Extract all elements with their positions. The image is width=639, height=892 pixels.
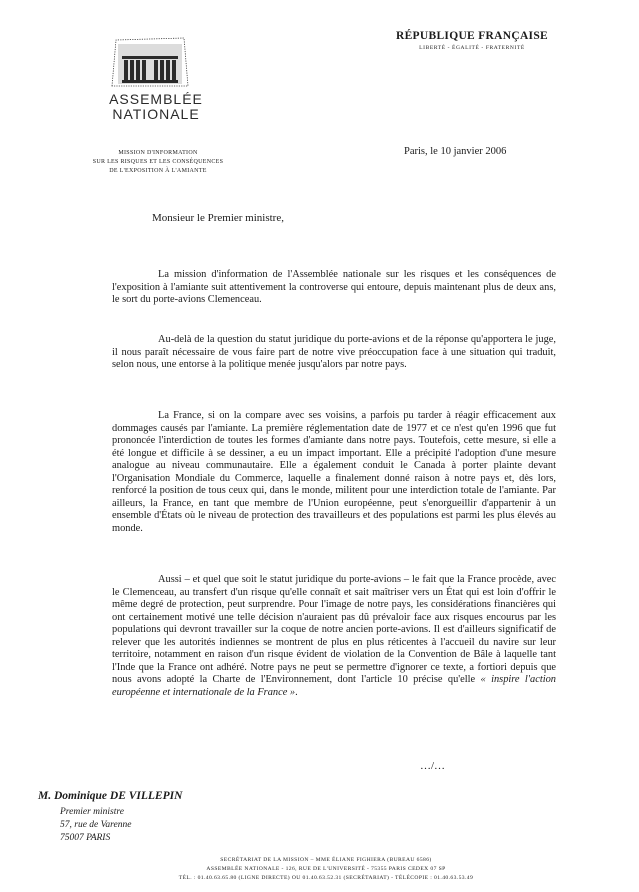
mission-line: MISSION D'INFORMATION bbox=[118, 150, 198, 156]
org-name-line: ASSEMBLÉE bbox=[109, 91, 203, 107]
footer-line: SECRÉTARIAT DE LA MISSION – MME ÉLIANE FIGHIERA (BUREAU 6586) bbox=[220, 857, 432, 863]
recipient-name: M. Dominique DE VILLEPIN bbox=[38, 790, 183, 802]
mission-heading bbox=[68, 149, 248, 176]
org-name bbox=[96, 92, 216, 122]
recipient-city: 75007 PARIS bbox=[60, 833, 111, 843]
continued-marker: …/… bbox=[420, 760, 446, 772]
recipient-title: Premier ministre bbox=[60, 807, 124, 817]
recipient-address bbox=[60, 806, 131, 845]
paragraph-4-text: Aussi – et quel que soit le statut juridique du porte-avions – le fait que la France procède, avec le Clemenceau, au transfert d'un risque qu'elle connaît et sait maîtriser vers un État qui est loin d'offrir le même degré de protection, peut surprendre. Pour l'image de notre pays, les considérations financières qui ont certainement motivé une telle décision n'auraient pas dû prévaloir face aux risques encourus par les populations qui devront travailler sur la coque de notre ancien porte-avions. Il est d'ailleurs significatif de relever que les autorités indiennes se montrent de plus en plus réticentes à l'accueil du navire sur leur territoire, notamment en raison d'un risque évident de violation de la Convention de Bâle à laquelle tant l'Inde que la France ont adhéré. Notre pays ne peut se permettre d'ignorer ce texte, a fortiori depuis que nous avons adopté la Charte de l'Environnement, dont l'article 10 précise qu'elle bbox=[112, 574, 556, 685]
republic-heading: RÉPUBLIQUE FRANÇAISE bbox=[395, 30, 548, 42]
org-name-line: NATIONALE bbox=[112, 106, 200, 122]
salutation: Monsieur le Premier ministre, bbox=[152, 212, 284, 224]
letter-date: Paris, le 10 janvier 2006 bbox=[404, 146, 507, 157]
letter-footer bbox=[116, 856, 536, 883]
charter-quote: « inspire l'action européenne et internationale de la France » bbox=[112, 674, 556, 698]
body-paragraph-4 bbox=[112, 574, 556, 699]
body-paragraph-2: Au-delà de la question du statut juridique du porte-avions et de la réponse qu'apportera le juge, il nous paraît nécessaire de vous faire part de notre vive préoccupation face à une situation qui traduit, selon nous, une entorse à la politique menée jusqu'alors par notre pays. bbox=[112, 334, 556, 370]
footer-line: TÉL. : 01.40.63.65.80 (LIGNE DIRECTE) OU 01.40.63.52.31 (SECRÉTARIAT) - TÉLÉCOPIE : 01.40.63.53.49 bbox=[178, 875, 474, 881]
paragraph-4-end: . bbox=[295, 686, 298, 698]
assemblee-nationale-logo-icon bbox=[108, 34, 192, 88]
body-paragraph-3: La France, si on la compare avec ses voisins, a parfois pu tarder à réagir efficacement aux dommages causés par l'amiante. La première réglementation date de 1977 et ce n'est qu'en 1996 que fut prononcée l'interdiction de toutes les formes d'amiante dans notre pays. Toutefois, cette mesure, si elle a été longue et difficile à se dessiner, a eu un impact important. Elle a précipité l'adoption d'une mesure analogue au niveau communautaire. Elle a également conduit le Canada à porter plainte devant l'Organisation Mondiale du Commerce, laquelle a finalement donné raison à notre pays et, dès lors, renforcé la position de tous ceux qui, dans le monde, militent pour une interdiction totale de l'amiante. Par ailleurs, la France, en tant que membre de l'Union européenne, peut s'enorgueillir d'appartenir à un ensemble d'États où le niveau de protection des travailleurs et des populations est parmi les plus élevés au monde. bbox=[112, 410, 556, 534]
body-paragraph-1: La mission d'information de l'Assemblée nationale sur les risques et les conséquences de l'exposition à l'amiante suit attentivement la controverse qui entoure, depuis maintenant plus de deux ans, le sort du porte-avions Clemenceau. bbox=[112, 269, 556, 305]
recipient-street: 57, rue de Varenne bbox=[60, 820, 132, 830]
republic-motto: LIBERTÉ - ÉGALITÉ - FRATERNITÉ bbox=[419, 45, 525, 51]
mission-line: SUR LES RISQUES ET LES CONSÉQUENCES bbox=[92, 159, 224, 165]
mission-line: DE L'EXPOSITION À L'AMIANTE bbox=[109, 168, 207, 174]
footer-line: ASSEMBLÉE NATIONALE - 126, RUE DE L'UNIVERSITÉ - 75355 PARIS CEDEX 07 SP bbox=[206, 866, 446, 872]
